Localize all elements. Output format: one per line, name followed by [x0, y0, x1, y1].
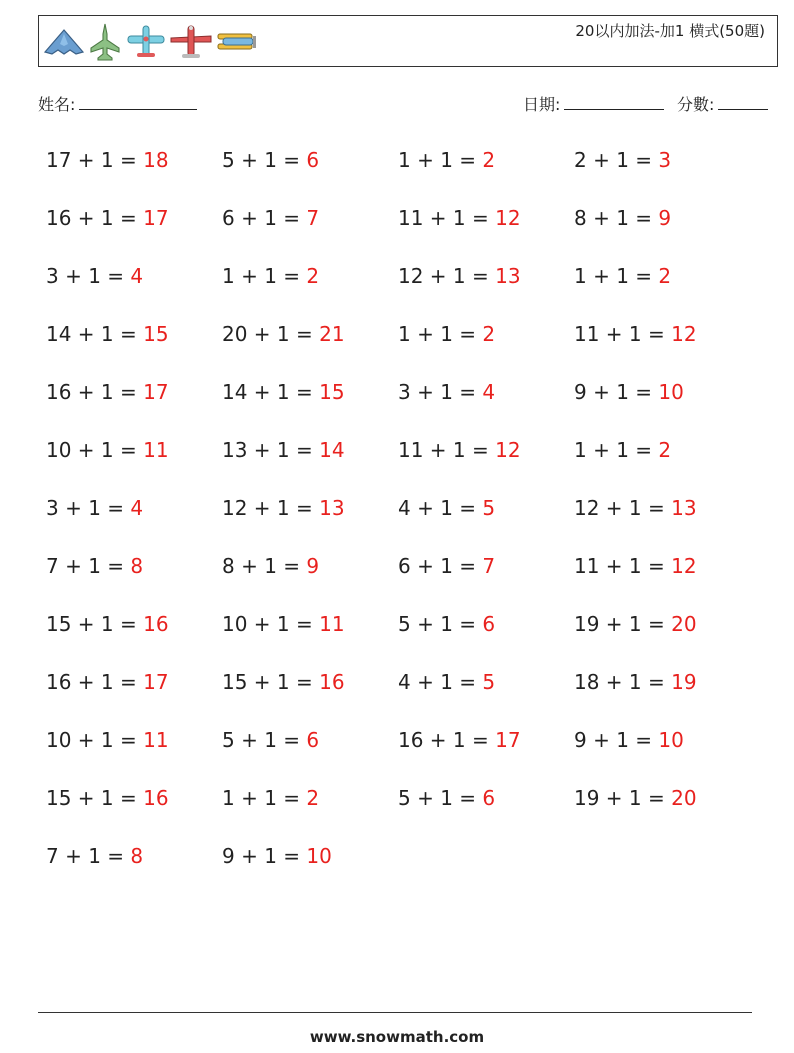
problem-question: 8 + 1 = [574, 206, 659, 230]
problem-grid [46, 140, 766, 894]
problem [574, 728, 684, 752]
header-box [38, 15, 778, 67]
problem [574, 380, 684, 404]
problem-question: 6 + 1 = [222, 206, 307, 230]
problem-answer: 2 [482, 148, 496, 172]
problem-question: 12 + 1 = [222, 496, 320, 520]
problem [398, 728, 521, 752]
problem-answer: 8 [130, 844, 144, 868]
problem-question: 1 + 1 = [574, 264, 659, 288]
problem-answer: 12 [495, 206, 521, 230]
name-blank [79, 95, 197, 110]
problem [46, 206, 169, 230]
problem-answer: 11 [143, 438, 169, 462]
red-plane-icon [169, 22, 213, 62]
problem [222, 786, 319, 810]
fighter-jet-icon [87, 22, 123, 62]
problem-question: 9 + 1 = [222, 844, 307, 868]
problem [46, 554, 143, 578]
score-label: 分數: [677, 95, 715, 114]
problem-question: 5 + 1 = [222, 148, 307, 172]
problem [46, 148, 169, 172]
problem [574, 554, 697, 578]
problem-question: 5 + 1 = [222, 728, 307, 752]
problem [222, 612, 345, 636]
problem-question: 10 + 1 = [46, 728, 144, 752]
problem-question: 7 + 1 = [46, 844, 131, 868]
problem-question: 4 + 1 = [398, 496, 483, 520]
problem-question: 9 + 1 = [574, 380, 659, 404]
problem-answer: 2 [306, 264, 320, 288]
problem [222, 670, 345, 694]
propeller-plane-icon [125, 22, 167, 62]
problem [398, 380, 495, 404]
problem-question: 16 + 1 = [46, 380, 144, 404]
problem-question: 16 + 1 = [46, 206, 144, 230]
problem-answer: 9 [306, 554, 320, 578]
problem [222, 844, 332, 868]
problem [46, 786, 169, 810]
problem-row [46, 430, 766, 488]
problem-question: 3 + 1 = [46, 496, 131, 520]
problem [398, 264, 521, 288]
date-label: 日期: [523, 95, 561, 114]
problem-answer: 6 [306, 148, 320, 172]
problem-answer: 8 [130, 554, 144, 578]
problem [574, 206, 671, 230]
problem-question: 18 + 1 = [574, 670, 672, 694]
problem-answer: 15 [319, 380, 345, 404]
problem-answer: 11 [319, 612, 345, 636]
problem-answer: 11 [143, 728, 169, 752]
problem-row [46, 314, 766, 372]
problem [222, 438, 345, 462]
problem [46, 670, 169, 694]
problem [574, 322, 697, 346]
problem-answer: 21 [319, 322, 345, 346]
problem-row [46, 778, 766, 836]
problem-row [46, 372, 766, 430]
problem [574, 148, 671, 172]
problem-answer: 17 [143, 380, 169, 404]
problem [222, 264, 319, 288]
problem [46, 728, 169, 752]
footer-divider [38, 1012, 752, 1013]
problem [46, 612, 169, 636]
name-field [38, 92, 197, 115]
problem-answer: 13 [495, 264, 521, 288]
problem [398, 322, 495, 346]
problem-question: 11 + 1 = [398, 206, 496, 230]
problem [222, 496, 345, 520]
problem-question: 1 + 1 = [222, 786, 307, 810]
problem-answer: 18 [143, 148, 169, 172]
problem-question: 20 + 1 = [222, 322, 320, 346]
problem-question: 15 + 1 = [46, 786, 144, 810]
problem-question: 19 + 1 = [574, 786, 672, 810]
problem [222, 728, 319, 752]
date-field [523, 92, 664, 115]
problem-answer: 16 [143, 786, 169, 810]
problem-answer: 10 [658, 380, 684, 404]
problem-question: 12 + 1 = [574, 496, 672, 520]
problem-row [46, 256, 766, 314]
date-blank [564, 95, 664, 110]
problem [46, 496, 143, 520]
problem-answer: 17 [143, 206, 169, 230]
problem-question: 14 + 1 = [46, 322, 144, 346]
problem [574, 438, 671, 462]
problem-question: 11 + 1 = [574, 554, 672, 578]
problem [222, 554, 319, 578]
problem [222, 148, 319, 172]
problem-question: 19 + 1 = [574, 612, 672, 636]
problem-answer: 16 [319, 670, 345, 694]
name-label: 姓名: [38, 95, 76, 114]
worksheet-title: 20以内加法-加1 横式(50題) [575, 22, 765, 40]
stealth-bomber-icon [43, 22, 85, 62]
problem-answer: 9 [658, 206, 672, 230]
problem [222, 380, 345, 404]
problem-question: 6 + 1 = [398, 554, 483, 578]
problem-row [46, 720, 766, 778]
problem [398, 612, 495, 636]
problem [46, 264, 143, 288]
biplane-icon [215, 22, 261, 62]
footer-url: www.snowmath.com [309, 1028, 485, 1046]
problem-row [46, 546, 766, 604]
problem-answer: 14 [319, 438, 345, 462]
problem-question: 15 + 1 = [46, 612, 144, 636]
problem-question: 2 + 1 = [574, 148, 659, 172]
problem [398, 438, 521, 462]
problem [398, 786, 495, 810]
problem-answer: 10 [306, 844, 332, 868]
problem-answer: 12 [671, 322, 697, 346]
problem-question: 3 + 1 = [398, 380, 483, 404]
problem-answer: 13 [671, 496, 697, 520]
score-field [677, 92, 768, 115]
problem-question: 1 + 1 = [574, 438, 659, 462]
problem [398, 148, 495, 172]
problem-answer: 7 [306, 206, 320, 230]
problem-answer: 5 [482, 496, 496, 520]
problem-answer: 2 [482, 322, 496, 346]
problem-question: 13 + 1 = [222, 438, 320, 462]
problem-answer: 4 [130, 264, 144, 288]
problem-answer: 4 [130, 496, 144, 520]
problem [574, 670, 697, 694]
problem [574, 264, 671, 288]
problem-question: 11 + 1 = [574, 322, 672, 346]
score-blank [718, 95, 768, 110]
problem-row [46, 140, 766, 198]
problem [46, 322, 169, 346]
problem-answer: 17 [143, 670, 169, 694]
problem-answer: 20 [671, 612, 697, 636]
problem-question: 16 + 1 = [398, 728, 496, 752]
problem-question: 14 + 1 = [222, 380, 320, 404]
problem-answer: 15 [143, 322, 169, 346]
problem [398, 206, 521, 230]
problem-answer: 3 [658, 148, 672, 172]
problem [574, 786, 697, 810]
problem [46, 438, 169, 462]
problem [46, 380, 169, 404]
problem-answer: 2 [658, 438, 672, 462]
problem-question: 17 + 1 = [46, 148, 144, 172]
problem-question: 5 + 1 = [398, 786, 483, 810]
problem-answer: 20 [671, 786, 697, 810]
problem-answer: 6 [482, 612, 496, 636]
problem-answer: 12 [495, 438, 521, 462]
problem-question: 8 + 1 = [222, 554, 307, 578]
problem [574, 496, 697, 520]
plane-icons [43, 22, 261, 62]
problem-answer: 6 [482, 786, 496, 810]
problem-answer: 5 [482, 670, 496, 694]
problem-answer: 16 [143, 612, 169, 636]
problem-answer: 12 [671, 554, 697, 578]
problem [222, 206, 319, 230]
problem-question: 4 + 1 = [398, 670, 483, 694]
problem-answer: 4 [482, 380, 496, 404]
problem-answer: 6 [306, 728, 320, 752]
problem-row [46, 488, 766, 546]
problem-answer: 2 [658, 264, 672, 288]
problem-answer: 17 [495, 728, 521, 752]
problem [222, 322, 345, 346]
problem-question: 3 + 1 = [46, 264, 131, 288]
problem-question: 12 + 1 = [398, 264, 496, 288]
problem-question: 5 + 1 = [398, 612, 483, 636]
problem-row [46, 836, 766, 894]
problem [574, 612, 697, 636]
problem [398, 670, 495, 694]
problem-question: 1 + 1 = [398, 322, 483, 346]
problem [46, 844, 143, 868]
problem-question: 1 + 1 = [222, 264, 307, 288]
problem-answer: 13 [319, 496, 345, 520]
problem [398, 496, 495, 520]
problem-row [46, 662, 766, 720]
problem-question: 10 + 1 = [222, 612, 320, 636]
problem-answer: 10 [658, 728, 684, 752]
problem-question: 1 + 1 = [398, 148, 483, 172]
problem-question: 9 + 1 = [574, 728, 659, 752]
problem-row [46, 198, 766, 256]
problem-question: 10 + 1 = [46, 438, 144, 462]
problem-answer: 2 [306, 786, 320, 810]
problem-question: 16 + 1 = [46, 670, 144, 694]
problem-question: 7 + 1 = [46, 554, 131, 578]
problem-row [46, 604, 766, 662]
problem-answer: 7 [482, 554, 496, 578]
problem-answer: 19 [671, 670, 697, 694]
problem-question: 15 + 1 = [222, 670, 320, 694]
problem [398, 554, 495, 578]
problem-question: 11 + 1 = [398, 438, 496, 462]
